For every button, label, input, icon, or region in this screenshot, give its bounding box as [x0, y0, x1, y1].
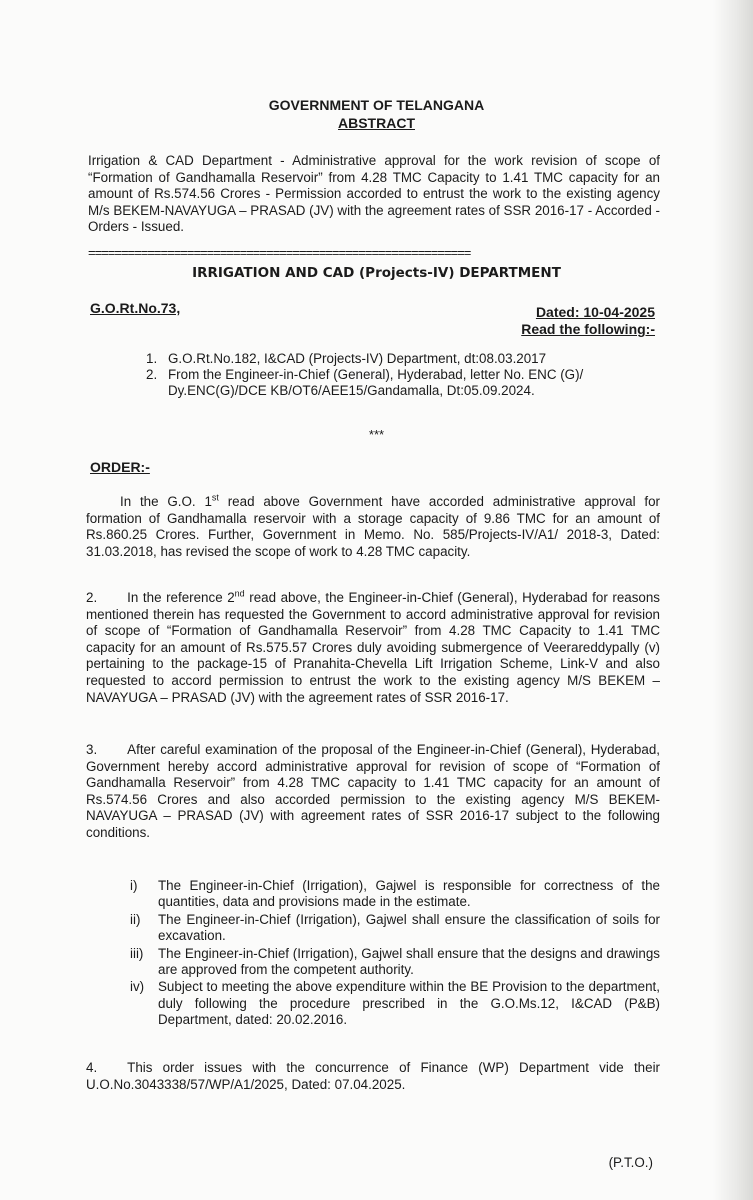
paragraph-4-number: 4. [86, 1060, 98, 1075]
separator-line: ========================================================== [88, 245, 471, 260]
condition-text: The Engineer-in-Chief (Irrigation), Gajwel is responsible for correctness of the quantities, data and provisions made in the estimate. [158, 878, 660, 910]
condition-number: ii) [130, 911, 141, 927]
paragraph-4-text: This order issues with the concurrence of Finance (WP) Department vide their U.O.No.3043338/57/WP/A1/2025, Dated: 07.04.2025. [86, 1060, 660, 1092]
reference-number: 2. [146, 367, 158, 382]
conditions-list [130, 878, 660, 1030]
reference-item [146, 351, 616, 367]
condition-item [130, 946, 660, 979]
condition-item [130, 878, 660, 911]
dated: Dated: 10-04-2025 [535, 304, 655, 320]
paragraph-2-part-b: read above, the Engineer-in-Chief (General), Hyderabad for reasons mentioned therein has requested the Government to accord administrative approval for revision of scope of “Formation of Gandhamalla Reservoir” from 4.28 TMC Capacity to 1.41 TMC capacity for an amount of Rs.575.57 Crores duly avoiding submergence of Veerareddypally (v) pertaining to the package-15 of Pranahita-Chevella Lift Irrigation Scheme, Link-V and also requested to accord permission to entrust the work to the existing agency M/S BEKEM – NAVAYUGA – PRASAD (JV) with the agreement rates of SSR 2016-17. [86, 590, 661, 705]
reference-text: From the Engineer-in-Chief (General), Hyderabad, letter No. ENC (G)/ Dy.ENC(G)/DCE KB/OT6/AEE15/Gandamalla, Dt:05.09.2024. [168, 367, 584, 398]
order-heading: ORDER:- [90, 459, 150, 475]
government-heading: GOVERNMENT OF TELANGANA [268, 97, 485, 113]
subject-text: Irrigation & CAD Department - Administrative approval for the work revision of scope of “Formation of Gandhamalla Reservoir” from 4.28 TMC Capacity to 1.41 TMC capacity for an amount of Rs.574.56 Crores - Permission accorded to entrust the work to the existing agency M/s BEKEM-NAVAYUGA – PRASAD (JV) with the agreement rates of SSR 2016-17 - Accorded - Orders - Issued. [88, 153, 660, 234]
paragraph-3-number: 3. [86, 742, 98, 757]
reference-item [146, 367, 616, 399]
paper-edge-shadow [713, 0, 753, 1200]
condition-item [130, 979, 660, 1028]
paragraph-1-part-a: In the G.O. 1 [120, 494, 212, 509]
please-turn-over: (P.T.O.) [608, 1155, 653, 1170]
paragraph-2 [86, 590, 660, 706]
condition-number: iv) [130, 979, 145, 995]
paragraph-2-number: 2. [86, 590, 98, 605]
section-stars: *** [368, 427, 385, 442]
abstract-heading: ABSTRACT [338, 115, 415, 131]
department-heading: IRRIGATION AND CAD (Projects-IV) DEPARTMENT [192, 265, 561, 281]
paragraph-1-sup: st [211, 492, 219, 503]
condition-number: i) [130, 878, 138, 893]
paragraph-3-text: After careful examination of the proposal of the Engineer-in-Chief (General), Hyderabad, Government hereby accord administrative approval for revision of scope of “Formation of Gandhamalla Reservoir” from 4.28 TMC capacity to 1.41 TMC capacity for an amount of Rs.574.56 Crores and also accorded permission to the existing agency M/S BEKEM- NAVAYUGA – PRASAD (JV) with agreement rates of SSR 2016-17 subject to the following conditions. [86, 742, 660, 840]
condition-item [130, 912, 660, 945]
paragraph-1-part-b: read above Government have accorded administrative approval for formation of Gandhamalla reservoir with a storage capacity of 9.86 TMC for an amount of Rs.860.25 Crores. Further, Government in Memo. No. 585/Projects-IV/A1/ 2018-3, Dated: 31.03.2018, has revised the scope of work to 4.28 TMC capacity. [86, 494, 660, 559]
paragraph-2-part-a: In the reference 2 [127, 590, 235, 605]
paragraph-2-sup: nd [234, 588, 245, 599]
reference-text: G.O.Rt.No.182, I&CAD (Projects-IV) Department, dt:08.03.2017 [168, 351, 547, 366]
condition-text: The Engineer-in-Chief (Irrigation), Gajwel shall ensure the classification of soils for excavation. [158, 911, 660, 944]
condition-text: Subject to meeting the above expenditure within the BE Provision to the department, duly following the procedure prescribed in the G.O.Ms.12, I&CAD (P&B) Department, dated: 20.02.2016. [158, 979, 660, 1028]
read-following: Read the following:- [521, 321, 655, 337]
paragraph-3 [86, 742, 660, 842]
go-number: G.O.Rt.No.73, [90, 300, 181, 316]
paragraph-4 [86, 1060, 660, 1093]
references-list [146, 351, 616, 399]
paragraph-1 [86, 494, 660, 560]
condition-text: The Engineer-in-Chief (Irrigation), Gajwel shall ensure that the designs and drawings are approved from the competent authority. [158, 945, 660, 978]
reference-number: 1. [146, 351, 158, 366]
condition-number: iii) [130, 945, 144, 961]
